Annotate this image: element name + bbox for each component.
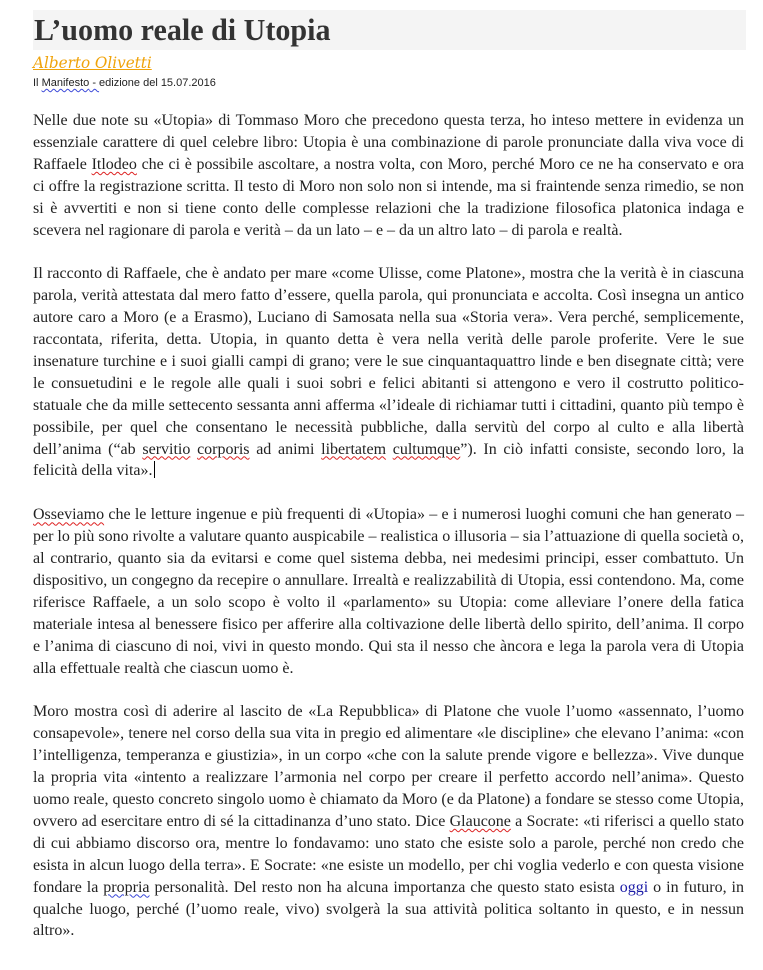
text-cursor bbox=[154, 461, 155, 478]
text-segment: o in futuro, in qualche luogo, perché (l’uomo reale, vivo) svolgerà la sua attività politica soltanto in questo, e in nessun altro». bbox=[33, 878, 744, 940]
misspelled-word: cultumque bbox=[392, 440, 461, 458]
text-segment: personalità. Del resto non ha alcuna importanza che questo stato esista bbox=[149, 878, 620, 896]
text-segment: ad animi bbox=[249, 440, 322, 458]
text-segment: che le letture ingenue e più frequenti di «Utopia» – e i numerosi luoghi comuni che han generato – per lo più sono rivolte a valutare quanto auspicabile – realistica o illusoria – sia l’attuazione di quella società o, al contrario, quanto sia da evitarsi e come quel sistema debba, nei medesimi principi, esser combattuto. Un dispositivo, un congegno da recepire o annullare. Irrealtà e realizzabilità di Utopia, essi contendono. Ma, come riferisce Raffaele, a un solo scopo è volto il «parlamento» su Utopia: come alleviare l’onere della fatica materiale intesa al benessere fisico per afferire alla coltivazione delle libertà dello spirito, dell’anima. Il corpo e l’anima di ciascuno di noi, vivi in questo mondo. Qui sta il nesso che àncora e lega la parola vera di Utopia alla effettuale realtà che ciascun uomo è. bbox=[33, 506, 744, 677]
misspelled-word: libertatem bbox=[321, 440, 387, 458]
misspelled-word: Osseviamo bbox=[33, 506, 105, 524]
title-bar bbox=[33, 10, 746, 50]
text-segment: Il racconto di Raffaele, che è andato per mare «come Ulisse, come Platone», mostra che la verità è in ciascuna parola, verità attestata dal mero fatto d’essere, quella parola, qui pronunciata e accolta. Così insegna un antico autore caro a Moro (e a Erasmo), Luciano di Samosata nella sua «Storia vera». Vera perché, semplicemente, raccontata, riferita, detta. Utopia, in quanto detta è vera nella verità delle parole proferite. Vere le sue insenature turchine e i suoi gialli campi di grano; vere le sue cinquantaquattro linde e ben disegnate città; vere le consuetudini e le regole alle quali i suoi sobri e felici abitanti si attengono e vero il costrutto politico-statuale che da mille settecento sessanta anni afferma «l’ideale di richiamar tutti i cittadini, quanto più tempo è possibile, per quel che consentano le necessità pubbliche, dalla servitù del corpo al culto e alla libertà dell’anima (“ab bbox=[33, 265, 744, 458]
misspelled-word: Itlodeo bbox=[91, 155, 137, 173]
misspelled-word: Glaucone bbox=[449, 812, 511, 830]
article-title: L’uomo reale di Utopia bbox=[34, 12, 331, 47]
source-prefix: Il bbox=[33, 77, 42, 89]
text-segment: che ci è possibile ascoltare, a nostra volta, con Moro, perché Moro ce ne ha conservato e ora ci offre la registrazione scritta. Il testo di Moro non solo non si intende, ma si fraintende senza rimedio, se non si è avvertiti e non si tiene conto delle complesse relazioni che la tradizione filosofica platonica indaga e scevera nel ragionare di parola e verità – da un lato – e – da un altro lato – di parola e realtà. bbox=[33, 155, 745, 239]
highlighted-word: oggi bbox=[619, 878, 649, 896]
publication-name: Manifesto bbox=[41, 77, 90, 89]
misspelled-word: servitio bbox=[142, 440, 191, 458]
text-segment: a Socrate: «ti riferisci a quello stato di cui abbiamo discorso ora, mentre lo fondavamo: uno stato che esiste solo a parole, perché non credo che esista in alcun luogo della terra». E Socrate: «ne esiste un modello, per chi voglia vederlo e con questa visione fondare la bbox=[33, 812, 744, 896]
text-segment: Moro mostra così di aderire al lascito de «La Repubblica» di Platone che vuole l’uomo «assennato, l’uomo consapevole», tenere nel corso della sua vita in pregio ed alimentare «le discipline» che elevano l’anima: «con l’intelligenza, temperanza e giustizia», in un corpo «che con la salute prende vigore e bellezza». Vive dunque la propria vita «intento a realizzare l’armonia nel corpo per creare il perfetto accordo nell’anima». Questo uomo reale, questo concreto singolo uomo è chiamato da Moro (e da Platone) a fondare se stesso come Utopia, ovvero ad esercitare entro di sé la cittadinanza d’uno stato. Dice bbox=[33, 703, 744, 830]
edition-date: edizione del 15.07.2016 bbox=[99, 77, 216, 89]
text-segment: ”). In ciò infatti consiste, secondo loro, la felicità della vita». bbox=[33, 440, 744, 480]
article-paragraph bbox=[33, 263, 744, 482]
source-line bbox=[33, 76, 745, 90]
article-body[interactable] bbox=[33, 110, 744, 964]
article-paragraph bbox=[33, 701, 744, 942]
article-paragraph bbox=[33, 504, 744, 679]
article-header bbox=[33, 10, 745, 90]
author-link[interactable]: Alberto Olivetti bbox=[33, 53, 152, 72]
source-separator: - bbox=[89, 77, 100, 89]
text-segment bbox=[386, 441, 393, 458]
text-segment: Nelle due note su «Utopia» di Tommaso Moro che precedono questa terza, ho inteso mettere in evidenza un essenziale carattere di quel celebre libro: Utopia è una combinazione di parole pronunciate dalla viva voce di Raffaele bbox=[33, 112, 744, 173]
article-paragraph bbox=[33, 110, 744, 241]
grammar-flagged-word: propria bbox=[103, 878, 150, 896]
misspelled-word: corporis bbox=[197, 440, 250, 458]
